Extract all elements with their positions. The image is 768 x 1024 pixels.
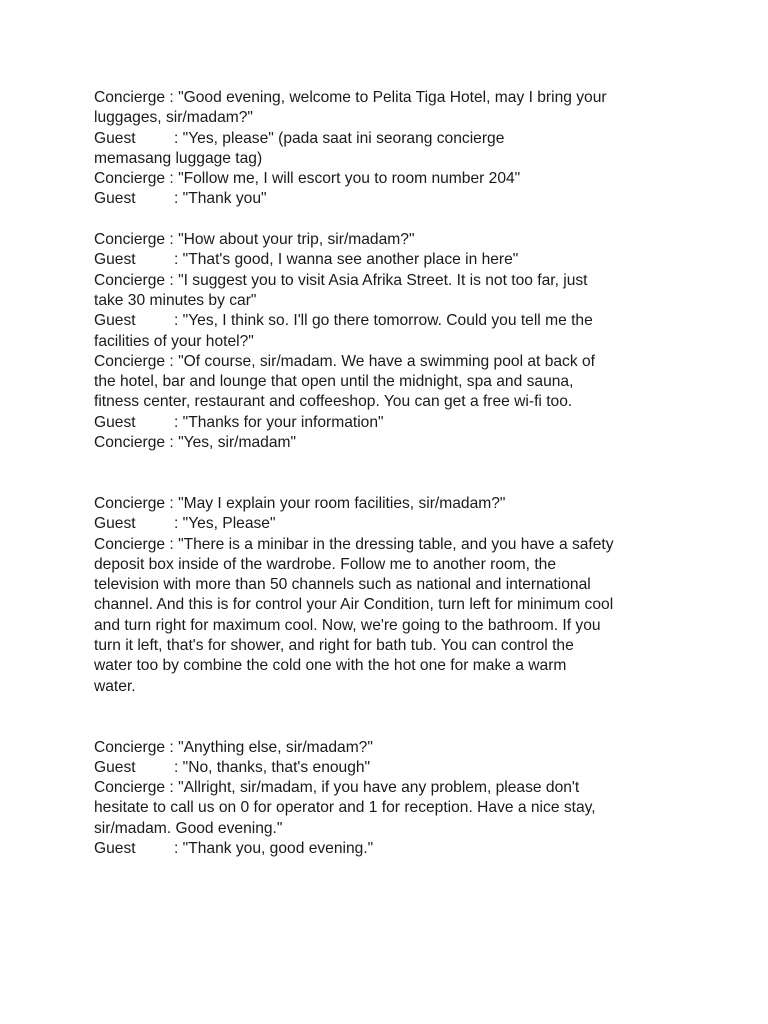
guest-speech: : "Thanks for your information" — [174, 413, 384, 431]
concierge-line-cont: fitness center, restaurant and coffeeshop. You can get a free wi-fi too. — [94, 393, 573, 411]
section-spacer — [94, 210, 684, 230]
guest-line — [94, 514, 684, 534]
guest-speaker-label: Guest — [94, 251, 136, 269]
concierge-line: Concierge : "How about your trip, sir/madam?" — [94, 231, 415, 249]
concierge-line-cont: and turn right for maximum cool. Now, we're going to the bathroom. If you — [94, 616, 601, 634]
guest-line — [94, 311, 684, 331]
guest-speaker-label: Guest — [94, 190, 136, 208]
concierge-line: Concierge : "Allright, sir/madam, if you have any problem, please don't — [94, 779, 580, 797]
guest-line — [94, 129, 684, 149]
guest-line — [94, 189, 684, 209]
concierge-line-cont: water too by combine the cold one with the hot one for make a warm — [94, 657, 567, 675]
concierge-line-cont: television with more than 50 channels such as national and international — [94, 576, 591, 594]
guest-line-cont: memasang luggage tag) — [94, 149, 263, 167]
guest-speaker-label: Guest — [94, 758, 136, 776]
concierge-line: Concierge : "Good evening, welcome to Pelita Tiga Hotel, may I bring your — [94, 89, 607, 106]
guest-speech: : "Yes, Please" — [174, 515, 276, 533]
concierge-line: Concierge : "Anything else, sir/madam?" — [94, 738, 373, 756]
concierge-line: Concierge : "I suggest you to visit Asia Afrika Street. It is not too far, just — [94, 271, 588, 289]
guest-speech: : "Thank you, good evening." — [174, 839, 374, 857]
guest-speech: : "Yes, please" (pada saat ini seorang concierge — [174, 129, 505, 147]
guest-line — [94, 758, 684, 778]
section-spacer — [94, 697, 684, 738]
guest-speech: : "No, thanks, that's enough" — [174, 758, 371, 776]
guest-speech: : "Thank you" — [174, 190, 267, 208]
concierge-line-cont: turn it left, that's for shower, and right for bath tub. You can control the — [94, 637, 574, 655]
guest-speaker-label: Guest — [94, 839, 136, 857]
concierge-line: Concierge : "Yes, sir/madam" — [94, 434, 297, 452]
guest-line — [94, 250, 684, 270]
guest-speech: : "Yes, I think so. I'll go there tomorrow. Could you tell me the — [174, 312, 593, 330]
guest-line — [94, 413, 684, 433]
dialogue-section-farewell — [94, 738, 684, 860]
guest-speaker-label: Guest — [94, 312, 136, 330]
concierge-line: Concierge : "May I explain your room facilities, sir/madam?" — [94, 494, 506, 512]
dialogue-section-arrival — [94, 88, 684, 210]
dialogue-document — [94, 88, 684, 859]
concierge-line: Concierge : "Of course, sir/madam. We have a swimming pool at back of — [94, 352, 595, 370]
concierge-line: Concierge : "Follow me, I will escort you to room number 204" — [94, 170, 521, 188]
concierge-line-cont: hesitate to call us on 0 for operator and 1 for reception. Have a nice stay, — [94, 799, 596, 817]
concierge-line-cont: take 30 minutes by car" — [94, 291, 257, 309]
guest-line — [94, 839, 684, 859]
dialogue-section-room-facilities — [94, 494, 684, 697]
concierge-line-cont: channel. And this is for control your Air Condition, turn left for minimum cool — [94, 596, 614, 614]
concierge-line-cont: luggages, sir/madam?" — [94, 109, 253, 127]
guest-line-cont: facilities of your hotel?" — [94, 332, 254, 350]
concierge-line-cont: deposit box inside of the wardrobe. Follow me to another room, the — [94, 555, 557, 573]
concierge-line-cont: the hotel, bar and lounge that open until the midnight, spa and sauna, — [94, 373, 574, 391]
concierge-line: Concierge : "There is a minibar in the dressing table, and you have a safety — [94, 535, 614, 553]
guest-speaker-label: Guest — [94, 515, 136, 533]
dialogue-section-trip — [94, 230, 684, 453]
section-spacer — [94, 453, 684, 494]
guest-speaker-label: Guest — [94, 413, 136, 431]
guest-speech: : "That's good, I wanna see another place in here" — [174, 251, 519, 269]
concierge-line-cont: water. — [94, 677, 136, 695]
guest-speaker-label: Guest — [94, 129, 136, 147]
concierge-line-cont: sir/madam. Good evening." — [94, 819, 283, 837]
